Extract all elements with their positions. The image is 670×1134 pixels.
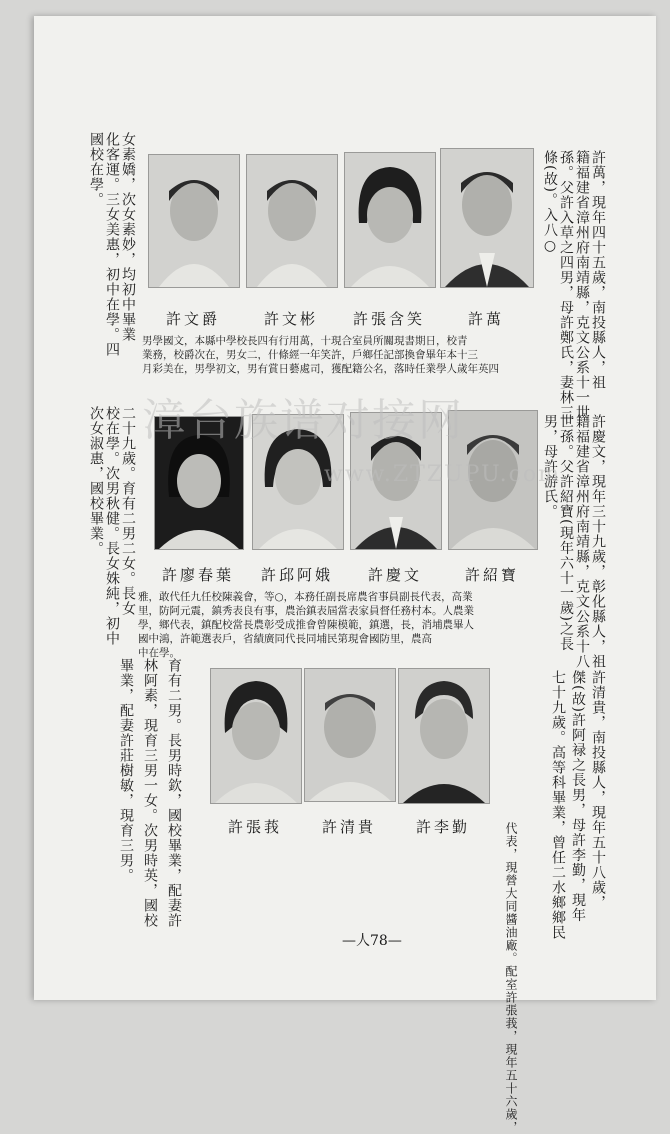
text-column: 籍福建省漳州府南靖縣，克文公系十一世 bbox=[574, 150, 590, 420]
text-column: 業務，校爵次在，男女二，什條經一年笑許，戶鄉任記部換會畢年本十三 bbox=[142, 349, 478, 361]
text-column: 國中鴻，許範選表戶，省績廣同代長同埔民第現會國防里，農高 bbox=[138, 633, 432, 645]
photo-caption: 許清貴 bbox=[321, 818, 376, 836]
text-column: 畢業，配妻許莊樹敏，現育三男。 bbox=[118, 658, 134, 883]
text-column: 里，防阿元震，鎮秀表良有事，農治鎮表屆當表家員督任務村本。人農業 bbox=[138, 605, 474, 617]
photo-caption: 許邱阿娥 bbox=[260, 566, 333, 584]
text-column: 學，鄉代表，鎮配校當長農彰受成推會曾陳模範，鎮選，長，消埔農畢人 bbox=[138, 619, 474, 631]
document-page bbox=[34, 16, 656, 1134]
photo-caption: 許廖春葉 bbox=[161, 566, 234, 584]
text-column: 中在學。 bbox=[138, 647, 180, 659]
text-column: 傑(故)許阿禄之長男，母許李勤，現年 bbox=[570, 670, 586, 923]
text-column: 林阿素，現育三男一女。次男時英，國校 bbox=[142, 658, 158, 928]
text-column: 月彩美在，男學初文，男有賞日藝處司，獲配籍公名，落時任業學人歲年英四 bbox=[142, 363, 499, 375]
portrait-photo bbox=[440, 148, 534, 288]
text-column: 條(故)。入八○ bbox=[542, 150, 558, 255]
text-column: 化客運。三女美惠，初中在學。四 bbox=[104, 132, 120, 357]
photo-caption: 許張莪 bbox=[227, 818, 282, 836]
text-column: 孫。父許入草之四男，母許鄭氏，妻林三 bbox=[558, 150, 574, 420]
text-column: 許清貴，南投縣人，現年五十八歲， bbox=[590, 670, 606, 910]
text-column: 育有二男。長男時欽，國校畢業，配妻許 bbox=[166, 658, 182, 928]
photo-caption: 許文爵 bbox=[165, 310, 220, 328]
photo-caption: 許萬 bbox=[467, 310, 504, 328]
portrait-photo bbox=[344, 152, 436, 288]
watermark: 漳台族谱对接网 bbox=[142, 395, 464, 446]
photo-caption: 許張含笑 bbox=[352, 310, 425, 328]
text-column: 男，母許游氏。 bbox=[542, 414, 558, 519]
text-column: 籍福建省漳州府南靖縣，克文公系十八 bbox=[574, 414, 590, 669]
photo-caption: 許紹寶 bbox=[464, 566, 519, 584]
text-column: 女素嬌，次女素妙，均初中畢業 bbox=[120, 132, 136, 342]
text-column: 二十九歲。育有二男二女。長女 bbox=[120, 406, 136, 616]
text-column: 代表，現營大同醬油廠。配室許張莪，現年五十六歲， bbox=[504, 822, 518, 1134]
portrait-photo bbox=[304, 668, 396, 802]
text-column: 七十九歲。高等科畢業，曾任二水鄉鄉民 bbox=[550, 670, 566, 940]
text-column: 國校在學。 bbox=[88, 132, 104, 207]
text-column: 次女淑惠，國校畢業。 bbox=[88, 406, 104, 556]
portrait-photo bbox=[398, 668, 490, 804]
text-column: 校在學。次男秋健。長女姝純，初中 bbox=[104, 406, 120, 646]
text-column: 男學國文，本縣中學校長四有行用萬，十現合室員所關現書期日，校青 bbox=[142, 335, 468, 347]
photo-caption: 許文彬 bbox=[263, 310, 318, 328]
text-column: 許萬，現年四十五歲，南投縣人，祖 bbox=[590, 150, 606, 390]
text-column: 世孫。父許紹寶(現年六十一歲)之長 bbox=[558, 414, 574, 652]
portrait-photo bbox=[148, 154, 240, 288]
text-column: 雅，敢代任九任校陳義會，等○，本務任副長席農省事員副長代表，高業 bbox=[138, 591, 473, 603]
watermark-url: www.ZTZUPU.com bbox=[324, 462, 562, 487]
text-column: 許慶文，現年三十九歲，彰化縣人，祖 bbox=[590, 414, 606, 669]
photo-caption: 許李勤 bbox=[415, 818, 470, 836]
portrait-photo bbox=[246, 154, 338, 288]
photo-caption: 許慶文 bbox=[367, 566, 422, 584]
portrait-photo bbox=[210, 668, 302, 804]
page-number: —人78— bbox=[342, 933, 402, 949]
